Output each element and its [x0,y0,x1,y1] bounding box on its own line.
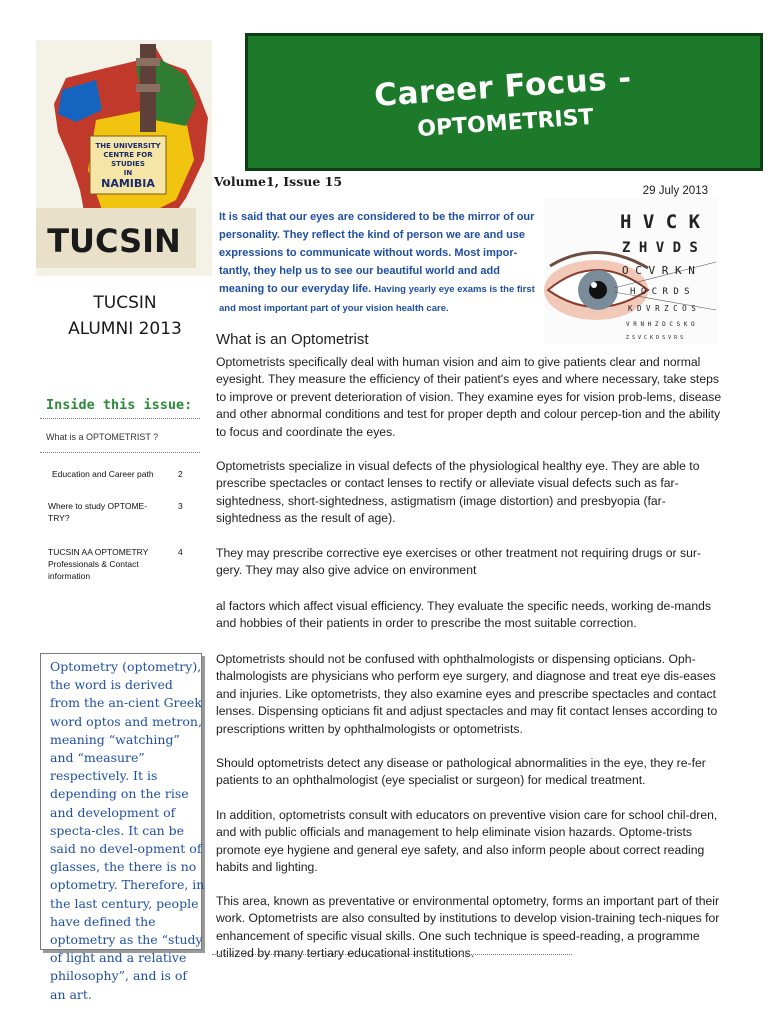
alumni-heading [50,290,200,342]
logo-line: NAMIBIA [101,177,155,190]
toc-page: 2 [178,469,183,479]
article-paragraph: Optometrists specialize in visual defects of the physiological healthy eye. They are able to prescribe spectacles or contact lenses to rectify or alleviate visual defects such as far-sightedness, short-sightedness, astigmatism (image distortion) and presbyopia (far-sightedness as the result of age). [216,459,700,526]
toc-page: 4 [178,547,183,557]
logo-line: CENTRE FOR [103,151,153,159]
article-paragraph: They may prescribe corrective eye exercises or other treatment not requiring drugs or sur-gery. They may also give advice on environment [216,546,701,578]
tucsin-logo [36,40,212,276]
volume-label: Volume1, Issue 15 [214,174,343,189]
article-paragraph: Should optometrists detect any disease or pathological abnormalities in the eye, they re-fer patients to an ophthalmologist (eye specialist or surgeon) for medical treatment. [216,756,706,788]
banner-title: Career Focus - [373,59,633,114]
chart-row: Z H V D S [622,240,698,256]
toc-title: What is a OPTOMETRIST ? [46,432,159,442]
issue-date: 29 July 2013 [642,185,708,197]
logo-line: STUDIES [111,160,145,168]
article-paragraph: al factors which affect visual efficiency. They evaluate the specific needs, working de-mands and hobbies of their patients in order to prescribe the most suitable correction. [216,599,711,631]
alumni-line2: ALUMNI 2013 [68,319,182,339]
divider [40,452,200,453]
toc-title: Where to study OPTOME-TRY? [48,501,148,523]
chart-row: H V C K [620,211,701,233]
intro-small: Having yearly eye exams is the first and most important part of your vision health care. [219,284,535,314]
eye-chart-image [544,198,718,344]
toc-item [48,546,188,582]
chart-row: Z S V C K D S V R S [626,335,684,341]
toc-item [46,432,158,442]
article-paragraph: In addition, optometrists consult with educators on preventive vision care for school chil-dren, and with public officials and management to help eliminate vision hazards. Optome-trists promote eye hygiene and general eye safety, and also inform people about correct reading habits and lighting. [216,808,718,875]
alumni-line1: TUCSIN [93,293,157,313]
chart-row: H O C R D S [630,287,690,297]
intro-text [219,208,537,318]
toc-title: TUCSIN AA OPTOMETRY Professionals & Contact information [48,547,149,581]
article-heading: What is an Optometrist [216,331,369,348]
logo-line: IN [123,169,133,177]
title-banner [245,33,763,171]
toc-page: 3 [178,501,183,511]
logo-line: THE UNIVERSITY [95,142,161,150]
toc-item [48,500,188,524]
optometry-definition: Optometry (optometry), the word is derived from the an-cient Greek word optos and metron, meaning “watching” and “measure” respectively. It is depending on the rise and development of specta-cles. It can be said no devel-opment of glasses, the there is no optometry. Therefore, in the last century, people have defined the optometry as the “study of light and a relative philosophy”, and is of an art. [50,659,205,1002]
inside-issue-title: Inside this issue: [46,397,193,413]
intro-main: It is said that our eyes are considered to be the mirror of our personality. They reflect the kind of person we are and use expressions to communicate without words. Most impor-tantly, they help us to see our beautiful world and add meaning to our everyday life. [219,211,535,295]
toc-title: Education and Career path [52,469,154,479]
toc-item [52,468,192,480]
divider [212,954,572,955]
chart-row: O C V R K N [622,264,695,277]
article-paragraph: This area, known as preventative or environmental optometry, forms an important part of their work. Optometrists are also consulted by institutions to develop vision-training tech-niques for enhancement of specific visual skills. One such technique is speed-reading, a programme utilized by many tertiary educational institutions. [216,894,720,961]
chart-row: K D V R Z C O S [628,304,696,313]
banner-subtitle: OPTOMETRIST [416,104,595,142]
divider [40,418,200,419]
logo-wordmark: TUCSIN [47,222,181,260]
article-paragraph: Optometrists should not be confused with ophthalmologists or dispensing opticians. Oph-thalmologists are physicians who perform eye surgery, and diagnose and treat eye dis-eases and injuries. Like optometrists, they also examine eyes and prescribe spectacles and contact lenses. Dispensing opticians fit and adjust spectacles and may fit contact lenses according to prescriptions written by ophthalmologists or optometrists. [216,652,718,736]
article-paragraph: Optometrists specifically deal with human vision and aim to give patients clear and normal eyesight. They measure the efficiency of their patient's eyes and where necessary, take steps to improve or prevent deterioration of vision. They examine eyes for vision prob-lems, disease and other abnormal conditions and test for proper depth and colour percep-tion and the ability to focus and coordinate the eyes. [216,355,722,439]
chart-row: V R N H Z D C S K O [626,321,695,328]
